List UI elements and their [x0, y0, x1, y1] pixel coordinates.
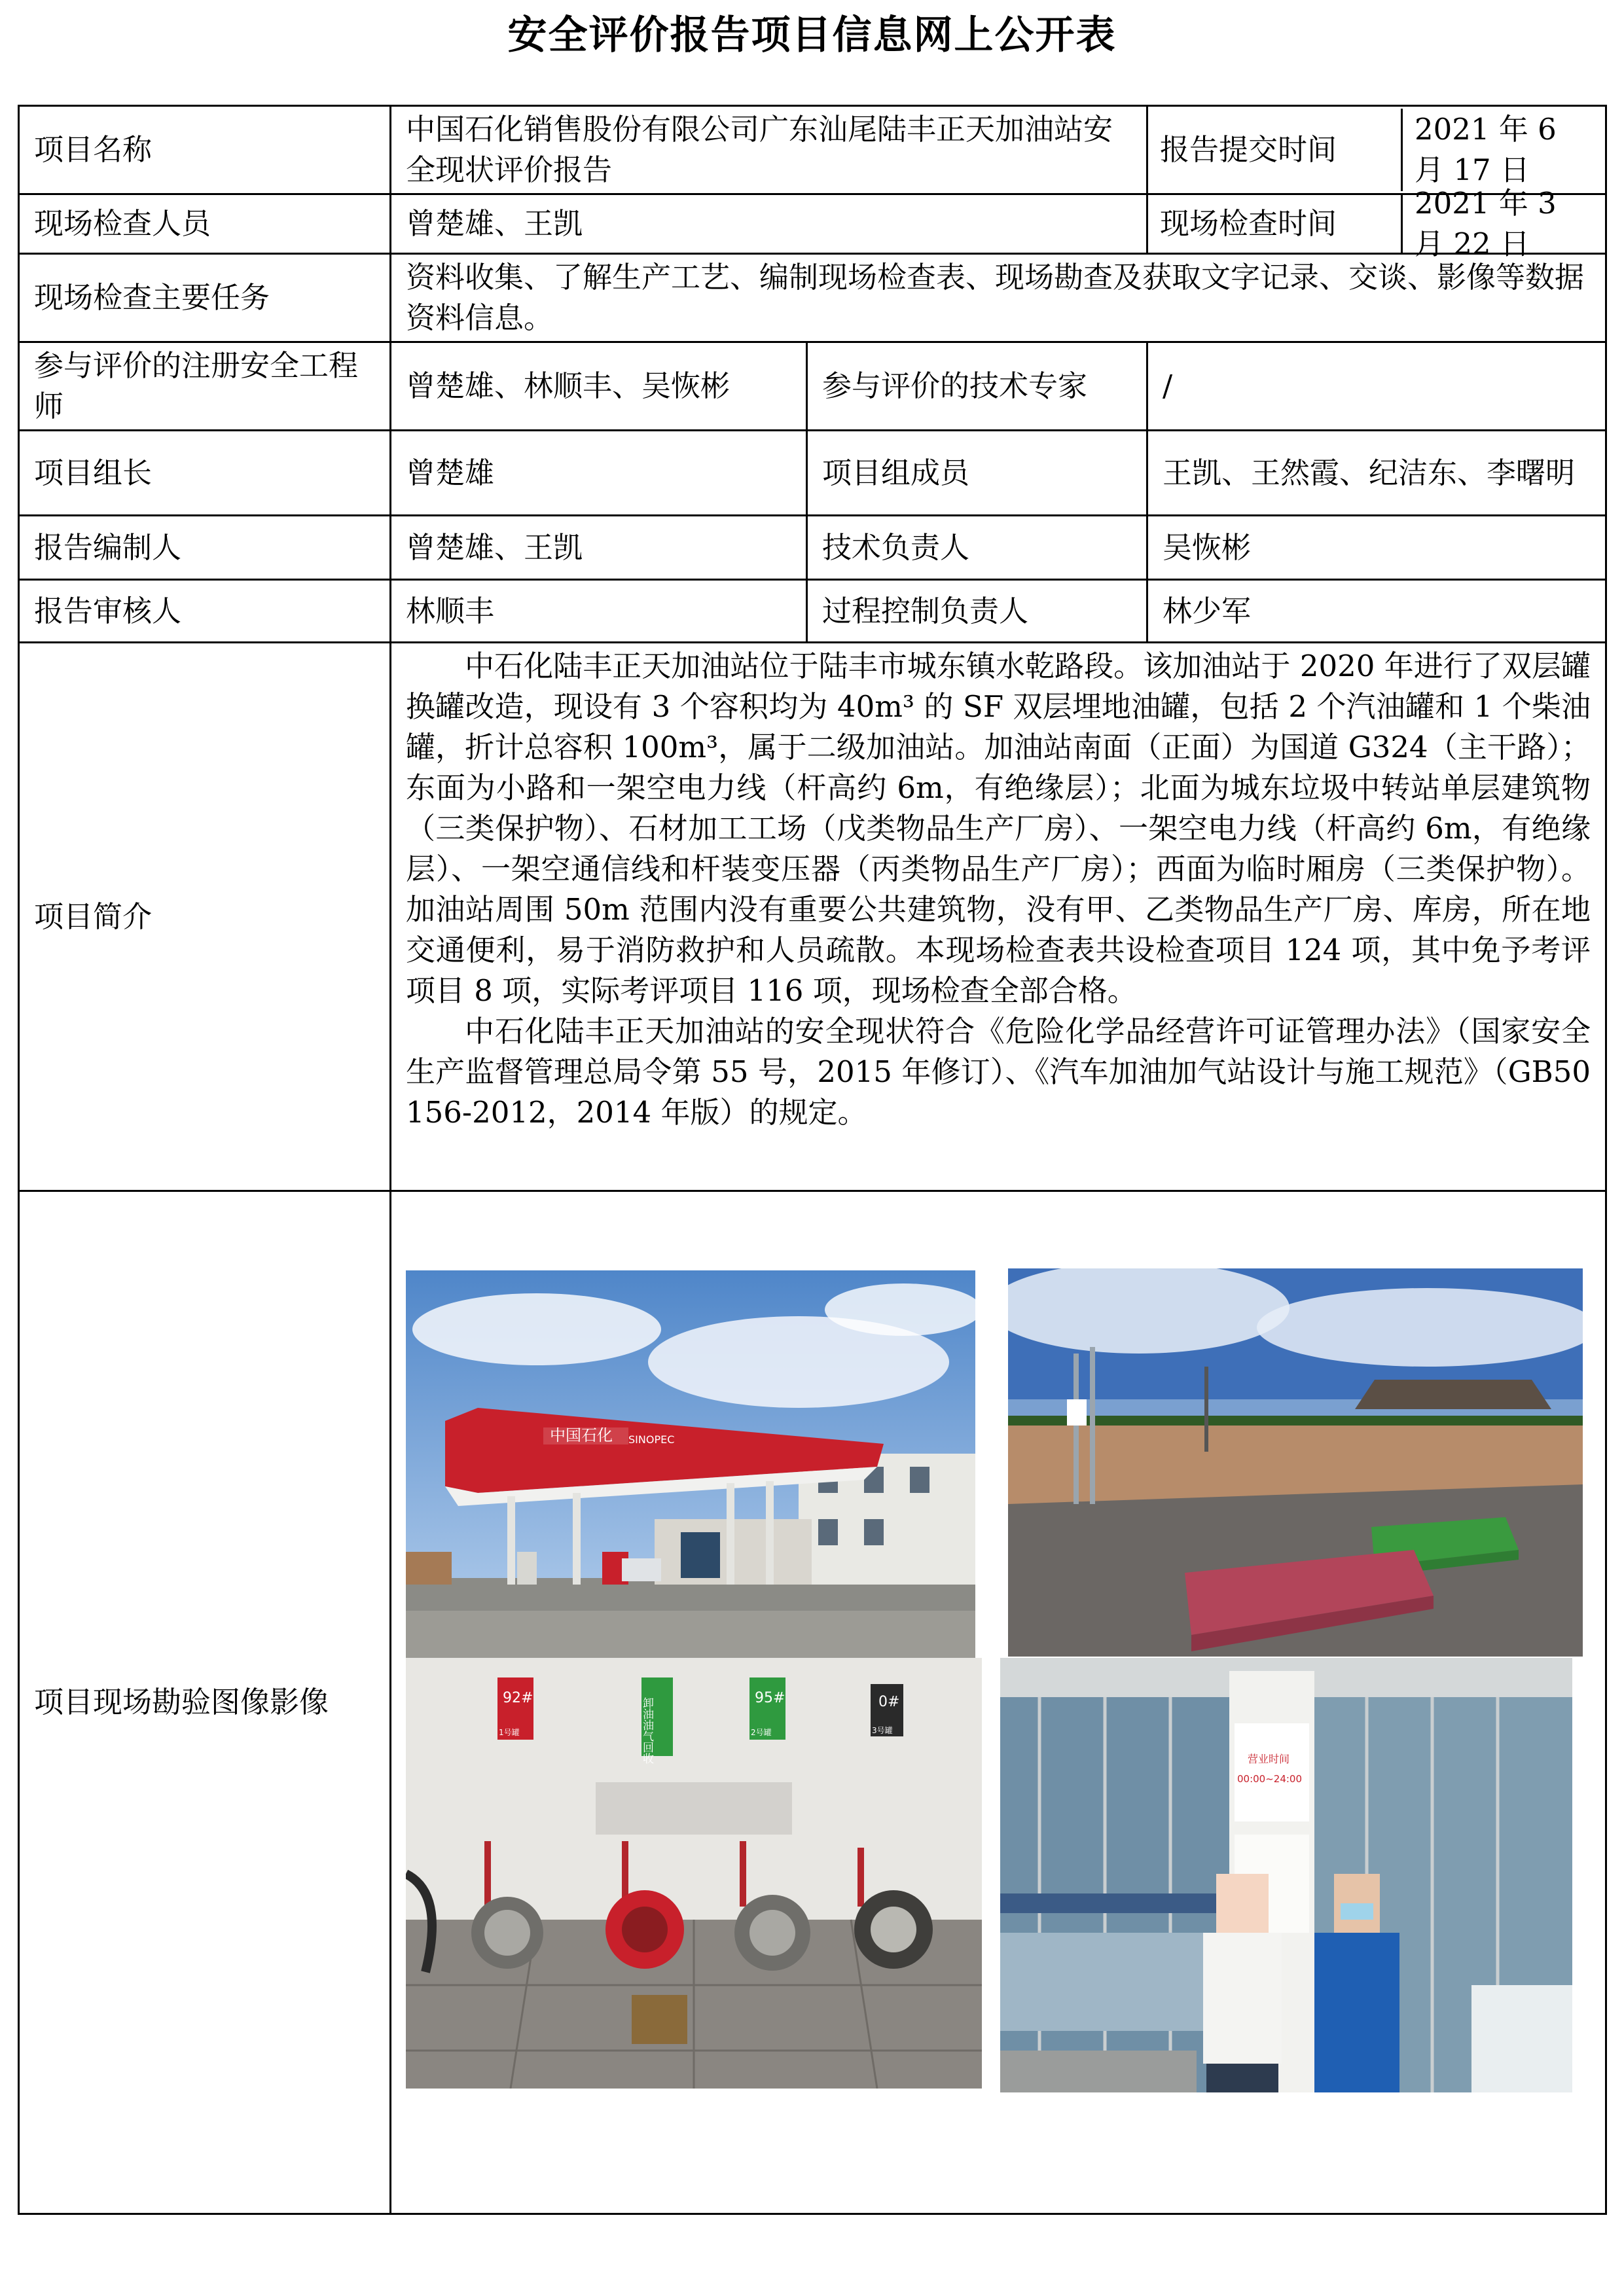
- photo-station-canopy: [406, 1270, 975, 1659]
- label-tank-2: 2号罐: [751, 1728, 772, 1737]
- row-inspectors: [19, 194, 1606, 254]
- row-author: [19, 516, 1606, 580]
- photo-tank-area: [1008, 1268, 1583, 1657]
- reviewer-value: 林顺丰: [391, 580, 807, 643]
- experts-value: /: [1147, 342, 1606, 431]
- photo-area: [391, 1191, 1606, 2214]
- row-intro: [19, 643, 1606, 1191]
- intro-paragraph-2: 中石化陆丰正天加油站的安全现状符合《危险化学品经营许可证管理办法》（国家安全生产监督管理总局令第 55 号，2015 年修订）、《汽车加油加气站设计与施工规范》（GB50156-2012，2014 年版）的规定。: [406, 1014, 1591, 1130]
- label-vapor-recovery: 卸油油气回收: [640, 1697, 653, 1764]
- images-label: 项目现场勘验图像影像: [19, 1191, 391, 2214]
- label-tank-3: 3号罐: [872, 1726, 893, 1735]
- reviewer-label: 报告审核人: [19, 580, 391, 643]
- submit-time-value: 2021 年 6 月 17 日: [1415, 112, 1557, 187]
- inspect-time-label: 现场检查时间: [1148, 195, 1403, 253]
- label-95: 95#: [755, 1690, 785, 1706]
- row-leader: [19, 431, 1606, 516]
- engineers-label: 参与评价的注册安全工程师: [19, 342, 391, 431]
- leader-label: 项目组长: [19, 431, 391, 516]
- label-tank-1: 1号罐: [499, 1728, 520, 1737]
- info-table: [18, 105, 1607, 2215]
- intro-paragraph-1: 中石化陆丰正天加油站位于陆丰市城东镇水乾路段。该加油站于 2020 年进行了双层罐换罐改造，现设有 3 个容积均为 40m³ 的 SF 双层埋地油罐，包括 2 个汽油罐和 1 个柴油罐，折计总容积 100m³，属于二级加油站。加油站南面（正面）为国道 G324（主干路）；东面为小路和一架空电力线（杆高约 6m，有绝缘层）；北面为城东垃圾中转站单层建筑物（三类保护物）、石材加工工场（戊类物品生产厂房）、一架空电力线（杆高约 6m，有绝缘层）、一架空通信线和杆装变压器（丙类物品生产厂房）；西面为临时厢房（三类保护物）。加油站周围 50m 范围内没有重要公共建筑物，没有甲、乙类物品生产厂房、库房，所在地交通便利，易于消防救护和人员疏散。本现场检查表共设检查项目 124 项，其中免予考评项目 8 项，实际考评项目 116 项，现场检查全部合格。: [406, 649, 1591, 1008]
- tech-label: 技术负责人: [807, 516, 1147, 580]
- row-engineers: [19, 342, 1606, 431]
- canopy-brand: 中国石化: [550, 1426, 613, 1444]
- hours-title: 营业时间: [1248, 1753, 1290, 1765]
- experts-label: 参与评价的技术专家: [807, 342, 1147, 431]
- submit-time-label: 报告提交时间: [1148, 109, 1403, 191]
- members-value: 王凯、王然霞、纪洁东、李曙明: [1147, 431, 1606, 516]
- task-label: 现场检查主要任务: [19, 254, 391, 342]
- canopy-brand-en: SINOPEC: [628, 1433, 675, 1446]
- author-label: 报告编制人: [19, 516, 391, 580]
- author-value: 曾楚雄、王凯: [391, 516, 807, 580]
- label-92: 92#: [503, 1690, 533, 1706]
- process-label: 过程控制负责人: [807, 580, 1147, 643]
- engineers-value: 曾楚雄、林顺丰、吴恢彬: [391, 342, 807, 431]
- hours-value: 00:00~24:00: [1237, 1773, 1303, 1785]
- inspectors-label: 现场检查人员: [19, 194, 391, 254]
- label-0: 0#: [878, 1694, 900, 1710]
- task-value: 资料收集、了解生产工艺、编制现场检查表、现场勘查及获取文字记录、交谈、影像等数据资料信息。: [391, 254, 1606, 342]
- inspectors-value: 曾楚雄、王凯: [391, 194, 1147, 254]
- row-project-name: [19, 106, 1606, 194]
- intro-label: 项目简介: [19, 643, 391, 1191]
- row-images: [19, 1191, 1606, 2214]
- project-name-value: 中国石化销售股份有限公司广东汕尾陆丰正天加油站安全现状评价报告: [406, 112, 1113, 187]
- tech-value: 吴恢彬: [1147, 516, 1606, 580]
- photo-staff-entrance: [1000, 1658, 1572, 2092]
- row-task: [19, 254, 1606, 342]
- inspect-time-value: 2021 年 3 月 22 日: [1415, 186, 1557, 261]
- project-name-label: 项目名称: [19, 106, 391, 194]
- leader-value: 曾楚雄: [391, 431, 807, 516]
- row-reviewer: [19, 580, 1606, 643]
- page-title: 安全评价报告项目信息网上公开表: [507, 12, 1117, 58]
- photo-valve-cabinet: [406, 1658, 982, 2089]
- process-value: 林少军: [1147, 580, 1606, 643]
- members-label: 项目组成员: [807, 431, 1147, 516]
